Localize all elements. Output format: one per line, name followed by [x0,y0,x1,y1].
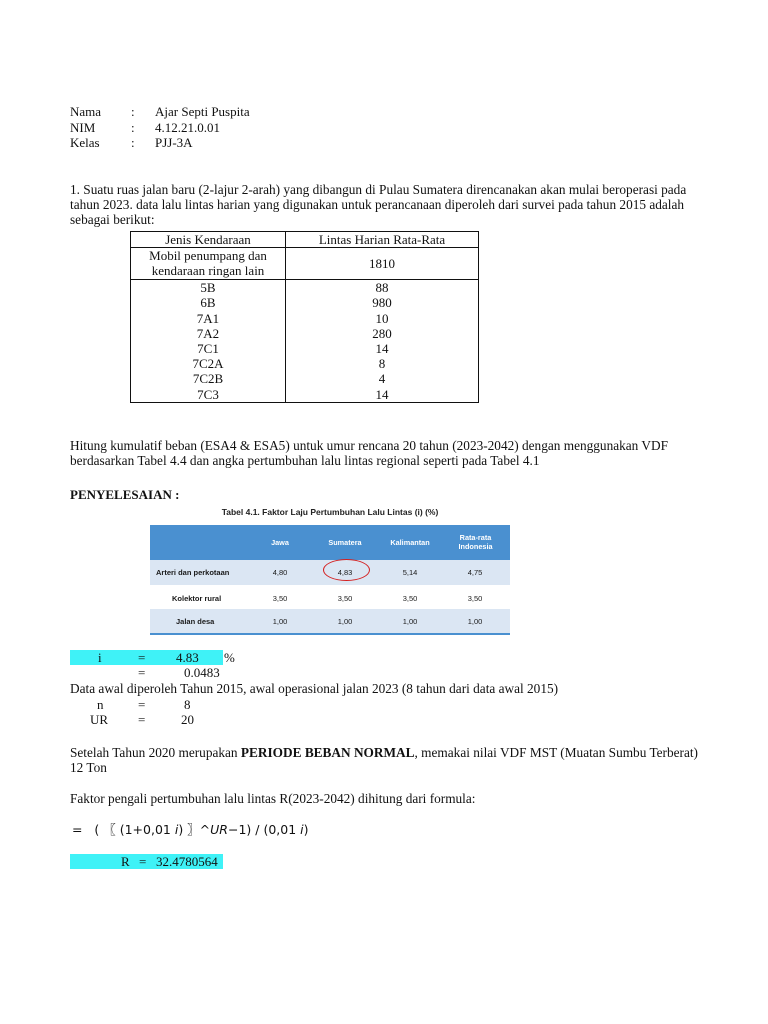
growth-cell: 1,00 [467,617,483,626]
table-cell-value: 980 [286,295,479,310]
growth-cell: 3,50 [337,594,353,603]
table-row [131,311,479,326]
highlight-circle [323,559,370,581]
i-equals: = [138,650,146,665]
r-value: 32.4780564 [156,854,218,869]
table-cell-type: 7C2B [131,371,286,386]
kelas-separator: : [131,135,135,150]
formula-part-d: ) [303,822,309,837]
growth-table-header [150,525,510,563]
data-note: Data awal diperoleh Tahun 2015, awal operasional jalan 2023 (8 tahun dari data awal 2015) [70,681,559,696]
growth-header-jawa: Jawa [271,538,289,547]
growth-cell: 3,50 [467,594,483,603]
nim-separator: : [131,120,135,135]
kelas-value: PJJ-3A [155,135,193,150]
i-value: 4.83 [176,650,199,665]
growth-row [150,586,510,611]
formula-part-c: −1) / (0,01 [228,822,301,837]
r-label: R [121,854,130,869]
i-highlight [70,650,223,665]
growth-cell: 5,14 [402,568,418,577]
growth-row-name: Kolektor rural [172,594,222,603]
table-cell-type: 7C3 [131,387,286,403]
formula-ur: UR [210,822,228,837]
table-cell-type: 7A2 [131,326,286,341]
n-value: 8 [184,697,191,712]
growth-rate-table-image [150,505,510,633]
growth-cell: 1,00 [272,617,288,626]
formula-equals: = [72,822,83,837]
growth-header-rata-line2: Indonesia [458,542,493,551]
table-cell-type: 7C1 [131,341,286,356]
factor-text: Faktor pengali pertumbuhan lalu lintas R(2023-2042) dihitung dari formula: [70,791,476,806]
growth-cell-highlighted: 4,83 [337,568,353,577]
growth-header-sumatera: Sumatera [328,538,362,547]
n-label: n [97,697,104,712]
question-text: 1. Suatu ruas jalan baru (2-lajur 2-arah) yang dibangun di Pulau Sumatera direncanakan akan mulai beroperasi pada tahun 2023. data lalu lintas harian yang digunakan untuk perancanaan diperoleh dari survei pada tahun 2015 adalah sebagai berikut: [70,182,687,227]
growth-header-kalimantan: Kalimantan [390,538,430,547]
growth-cell: 3,50 [402,594,418,603]
formula-i: i [174,822,179,837]
growth-factor-formula [72,822,309,838]
period-text-post: , memakai nilai VDF MST (Muatan Sumbu Terberat) 12 Ton [70,745,698,775]
table-cell-value: 14 [286,341,479,356]
table-row [131,371,479,386]
n-equals: = [138,697,146,712]
i-label: i [98,650,102,665]
period-text [70,745,700,775]
period-text-pre: Setelah Tahun 2020 merupakan [70,745,241,760]
kelas-label: Kelas [70,135,100,150]
growth-row [150,609,510,635]
ur-label: UR [90,712,109,727]
table-cell-value: 10 [286,311,479,326]
table-cell-value: 4 [286,371,479,386]
table-row [131,356,479,371]
table-cell-value: 280 [286,326,479,341]
growth-row-name: Jalan desa [176,617,215,626]
formula-part-b: ) 〗^ [178,822,211,837]
table-row [131,248,479,280]
growth-cell: 4,75 [467,568,483,577]
table-row [131,326,479,341]
table-cell-type: 7A1 [131,311,286,326]
traffic-table [130,231,479,403]
growth-table-title: Tabel 4.1. Faktor Laju Pertumbuhan Lalu Lintas (i) (%) [221,507,439,517]
growth-cell: 1,00 [337,617,353,626]
table-cell-type: 5B [131,280,286,296]
table-cell-value: 88 [286,280,479,296]
growth-cell: 3,50 [272,594,288,603]
table-cell-type: 6B [131,295,286,310]
growth-cell: 4,80 [272,568,288,577]
solution-heading: PENYELESAIAN : [70,487,180,502]
nim-label: NIM [70,120,96,135]
table-row [131,341,479,356]
r-equals: = [139,854,147,869]
growth-header-rata-line1: Rata-rata [459,533,492,542]
table-row [131,280,479,296]
growth-header-rata [448,533,503,551]
ur-equals: = [138,712,146,727]
name-value: Ajar Septi Puspita [155,104,250,119]
table-cell-value: 1810 [286,248,479,280]
task-text: Hitung kumulatif beban (ESA4 & ESA5) untuk umur rencana 20 tahun (2023-2042) dengan menggunakan VDF berdasarkan Tabel 4.4 dan angka pertumbuhan lalu lintas regional seperti pada Tabel 4.1 [70,438,669,468]
name-separator: : [131,104,135,119]
table-row [131,295,479,310]
growth-row-name: Arteri dan perkotaan [156,568,230,577]
formula-i: i [300,822,304,837]
table-cell-value: 14 [286,387,479,403]
i-decimal-equals: = [138,665,146,680]
name-label: Nama [70,104,102,119]
i-decimal-value: 0.0483 [184,665,220,680]
period-bold: PERIODE BEBAN NORMAL [240,745,415,760]
table-cell-type: 7C2A [131,356,286,371]
growth-cell: 1,00 [402,617,418,626]
table-header-type: Jenis Kendaraan [131,232,286,248]
table-row [131,387,479,403]
i-unit: % [224,650,235,665]
nim-value: 4.12.21.0.01 [155,120,220,135]
formula-part-a: ( 〖 (1+0,01 [94,822,175,837]
table-header-value: Lintas Harian Rata-Rata [286,232,479,248]
ur-value: 20 [181,712,194,727]
table-cell-type: Mobil penumpang dan kendaraan ringan lain [131,248,286,280]
table-cell-value: 8 [286,356,479,371]
